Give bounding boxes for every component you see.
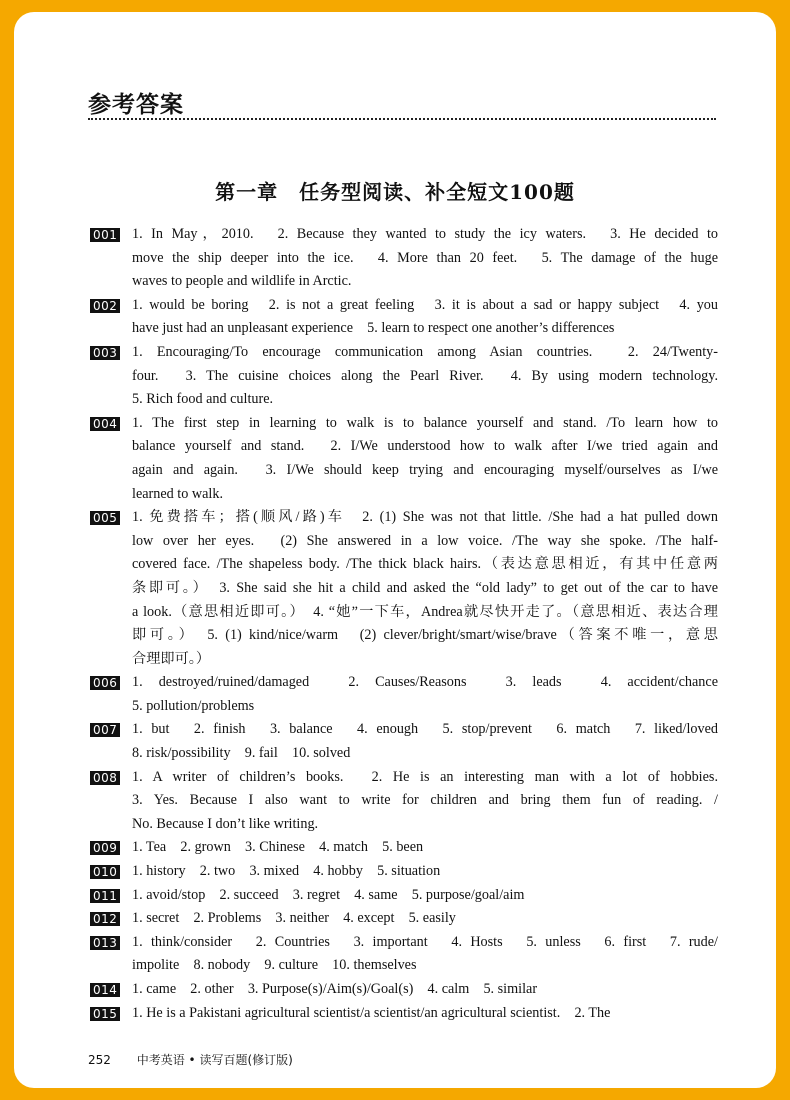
answer-line: 8. risk/possibility 9. fail 10. solved [132, 745, 351, 762]
answer-entry [90, 223, 718, 294]
answer-entry [90, 294, 718, 341]
answer-entry [90, 671, 718, 718]
question-number-badge: 011 [90, 889, 120, 903]
answer-line: 合理即可。） [132, 650, 211, 667]
answer-line: impolite 8. nobody 9. culture 10. themselves [132, 957, 417, 974]
question-number-badge: 015 [90, 1007, 120, 1021]
answer-line: 5. pollution/problems [132, 697, 255, 714]
answer-entry [90, 766, 718, 837]
answer-line: No. Because I don’t like writing. [132, 815, 319, 832]
question-number-badge: 006 [90, 676, 120, 690]
answer-line: covered face. /The shapeless body. /The thick black hairs.（表达意思相近，有其中任意两 [132, 556, 718, 573]
answer-line: 即可。） 5. (1) kind/nice/warm (2) clever/bright/smart/wise/brave（答案不唯一，意思 [132, 627, 718, 644]
answer-line: 1. Tea 2. grown 3. Chinese 4. match 5. been [132, 839, 424, 856]
answer-entry [90, 931, 718, 978]
question-number-badge: 004 [90, 417, 120, 431]
answer-entry [90, 412, 718, 506]
answer-entry [90, 836, 718, 860]
answer-line: 1. Encouraging/To encourage communication among Asian countries. 2. 24/Twenty- [132, 343, 718, 360]
answer-line: 1. In May，2010. 2. Because they wanted to study the icy waters. 3. He decided to [132, 226, 718, 242]
question-number-badge: 012 [90, 912, 120, 926]
answer-entry [90, 341, 718, 412]
chapter-title: 第一章 任务型阅读、补全短文100题 [215, 180, 575, 204]
answer-entry [90, 860, 718, 884]
answer-line: a look.（意思相近即可。） 4. “她”一下车，Andrea就尽快开走了。（意思相近、表达合理 [132, 603, 718, 620]
question-number-badge: 003 [90, 346, 120, 360]
answer-entry [90, 978, 718, 1002]
answer-line: 1. secret 2. Problems 3. neither 4. except 5. easily [132, 910, 456, 927]
page-number: 252 [88, 1053, 111, 1067]
answer-line: 1. would be boring 2. is not a great feeling 3. it is about a sad or happy subject 4. you [132, 296, 718, 313]
answer-entry [90, 884, 718, 908]
question-number-badge: 007 [90, 723, 120, 737]
answer-line: 1. came 2. other 3. Purpose(s)/Aim(s)/Goal(s) 4. calm 5. similar [132, 981, 538, 997]
question-number-badge: 005 [90, 511, 120, 525]
page [14, 12, 776, 1088]
answer-line: 3. Yes. Because I also want to write for children and bring them fun of reading. / [132, 792, 718, 809]
answer-entry [90, 907, 718, 931]
answer-line: 1. He is a Pakistani agricultural scientist/a scientist/an agricultural scientist. 2. The [132, 1004, 611, 1021]
answer-line: balance yourself and stand. 2. I/We understood how to walk after I/we tried again and [132, 438, 718, 455]
question-number-badge: 013 [90, 936, 120, 950]
question-number-badge: 001 [90, 228, 120, 242]
answer-line: low over her eyes. (2) She answered in a low voice. /The way she spoke. /The half- [132, 532, 718, 549]
answer-line: 1. but 2. finish 3. balance 4. enough 5. stop/prevent 6. match 7. liked/loved [132, 721, 718, 738]
answer-entry [90, 718, 718, 765]
answer-entry [90, 1002, 718, 1026]
question-number-badge: 009 [90, 841, 120, 855]
question-number-badge: 014 [90, 983, 120, 997]
answer-line: 1. 免费搭车；搭(顺风/路)车 2. (1) She was not that little. /She had a hat pulled down [132, 509, 718, 526]
answer-line: 1. history 2. two 3. mixed 4. hobby 5. situation [132, 863, 441, 880]
answer-line: 1. destroyed/ruined/damaged 2. Causes/Reasons 3. leads 4. accident/chance [132, 674, 718, 691]
dotted-divider [88, 118, 716, 120]
book-title: 中考英语 • 读写百题(修订版) [136, 1053, 293, 1067]
footer [88, 1051, 293, 1068]
answer-line: again and again. 3. I/We should keep trying and encouraging myself/ourselves as I/we [132, 461, 718, 478]
answer-line: 5. Rich food and culture. [132, 391, 274, 408]
question-number-badge: 002 [90, 299, 120, 313]
section-title: 参考答案 [88, 92, 184, 118]
question-number-badge: 008 [90, 771, 120, 785]
answer-line: learned to walk. [132, 485, 223, 502]
answer-list [90, 223, 718, 1025]
answer-line: have just had an unpleasant experience 5. learn to respect one another’s differences [132, 320, 615, 337]
answer-line: four. 3. The cuisine choices along the Pearl River. 4. By using modern technology. [132, 367, 718, 384]
answer-line: 条即可。） 3. She said she hit a child and asked the “old lady” to get out of the car to have [132, 579, 718, 596]
answer-line: 1. think/consider 2. Countries 3. important 4. Hosts 5. unless 6. first 7. rude/ [132, 933, 718, 950]
answer-line: move the ship deeper into the ice. 4. More than 20 feet. 5. The damage of the huge [132, 249, 718, 266]
answer-line: 1. avoid/stop 2. succeed 3. regret 4. same 5. purpose/goal/aim [132, 886, 525, 903]
answer-line: waves to people and wildlife in Arctic. [132, 273, 352, 290]
answer-line: 1. A writer of children’s books. 2. He is an interesting man with a lot of hobbies. [132, 768, 718, 785]
question-number-badge: 010 [90, 865, 120, 879]
answer-entry [90, 506, 718, 671]
answer-line: 1. The first step in learning to walk is to balance yourself and stand. /To learn how to [132, 414, 718, 431]
